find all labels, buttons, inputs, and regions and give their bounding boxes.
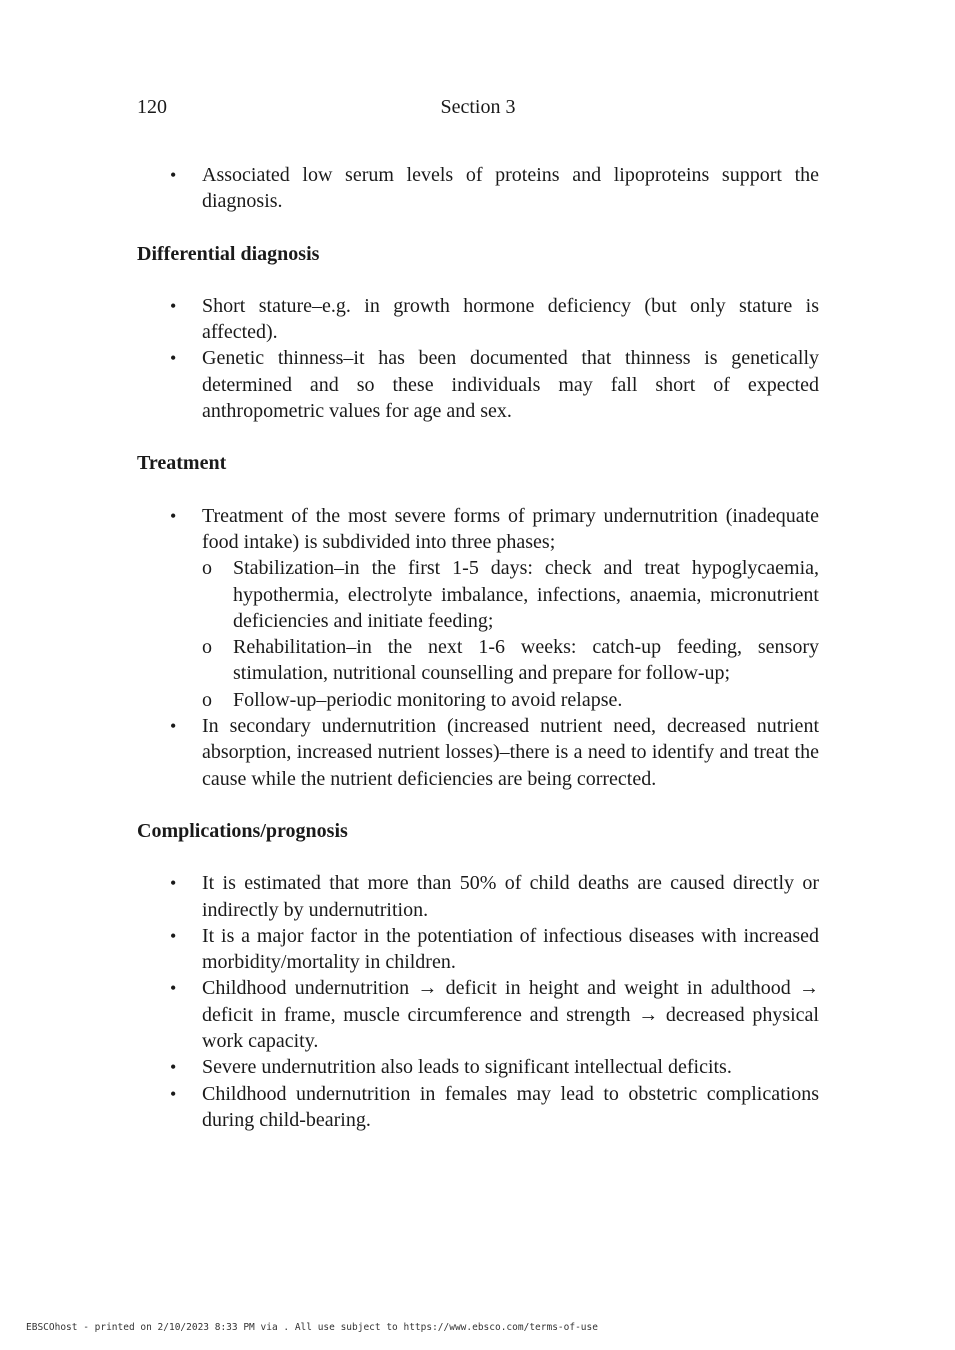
treatment-heading: Treatment [137, 452, 227, 475]
bullet-icon: • [170, 978, 177, 999]
bullet-icon: • [170, 716, 177, 737]
section-label: Section 3 [440, 96, 516, 118]
list-item-text: It is a major factor in the potentiation of infectious diseases with increased morbidity/mortality in children. [202, 924, 819, 974]
intro-list [137, 162, 819, 215]
sub-list-item [202, 687, 819, 713]
differential-diagnosis-heading: Differential diagnosis [137, 242, 320, 265]
circle-bullet-icon: o [202, 557, 212, 580]
list-item-text: Treatment of the most severe forms of primary undernutrition (inadequate food intake) is subdivided into three phases; [202, 504, 819, 553]
bullet-icon: • [170, 925, 177, 946]
list-item-text: Associated low serum levels of proteins and lipoproteins support the diagnosis. [202, 164, 819, 213]
treatment-list [137, 503, 819, 792]
list-item [137, 975, 819, 1054]
page-number: 120 [137, 96, 167, 118]
bullet-icon: • [170, 295, 177, 316]
running-head [137, 96, 819, 122]
list-item-text: Short stature–e.g. in growth hormone deficiency (but only stature is affected). [202, 294, 819, 344]
list-item [137, 162, 819, 215]
sub-list-item-text: Stabilization–in the first 1-5 days: check and treat hypoglycaemia, hypothermia, electrolyte imbalance, infections, anaemia, micronutrient deficiencies and initiate feeding; [233, 557, 819, 632]
list-item-text: Childhood undernutrition in females may lead to obstetric complications during child-bearing. [202, 1082, 819, 1131]
bullet-icon: • [170, 348, 177, 369]
sub-list-item-text: Follow-up–periodic monitoring to avoid relapse. [233, 688, 623, 711]
bullet-icon: • [170, 1083, 177, 1104]
list-item [137, 870, 819, 923]
list-item-text: Childhood undernutrition → deficit in height and weight in adulthood → deficit in frame, muscle circumference and strength → decreased physical work capacity. [202, 977, 819, 1053]
bullet-icon: • [170, 165, 177, 185]
complications-list [137, 870, 819, 1133]
list-item [137, 1081, 819, 1134]
bullet-icon: • [170, 1057, 177, 1078]
list-item [137, 503, 819, 713]
list-item-text: Severe undernutrition also leads to significant intellectual deficits. [202, 1056, 732, 1079]
ebsco-footer: EBSCOhost - printed on 2/10/2023 8:33 PM via . All use subject to https://www.ebsco.com/terms-of-use [26, 1322, 598, 1333]
circle-bullet-icon: o [202, 636, 212, 659]
sub-list-item [202, 555, 819, 634]
sub-list-item-text: Rehabilitation–in the next 1-6 weeks: catch-up feeding, sensory stimulation, nutritional counselling and prepare for follow-up; [233, 636, 819, 685]
list-item-text: It is estimated that more than 50% of child deaths are caused directly or indirectly by undernutrition. [202, 872, 819, 921]
list-item [137, 713, 819, 792]
bullet-icon: • [170, 505, 177, 526]
differential-list [137, 293, 819, 424]
list-item [137, 1054, 819, 1080]
list-item-text: Genetic thinness–it has been documented that thinness is genetically determined and so these individuals may fall short of expected anthropometric values for age and sex. [202, 347, 819, 423]
list-item [137, 923, 819, 976]
list-item [137, 293, 819, 346]
page-content [137, 162, 819, 1133]
complications-heading: Complications/prognosis [137, 819, 348, 842]
phase-list [202, 555, 819, 713]
sub-list-item [202, 634, 819, 687]
bullet-icon: • [170, 873, 177, 894]
list-item [137, 345, 819, 424]
list-item-text: In secondary undernutrition (increased nutrient need, decreased nutrient absorption, increased nutrient losses)–there is a need to identify and treat the cause while the nutrient deficiencies are being corrected. [202, 715, 819, 790]
circle-bullet-icon: o [202, 688, 212, 711]
